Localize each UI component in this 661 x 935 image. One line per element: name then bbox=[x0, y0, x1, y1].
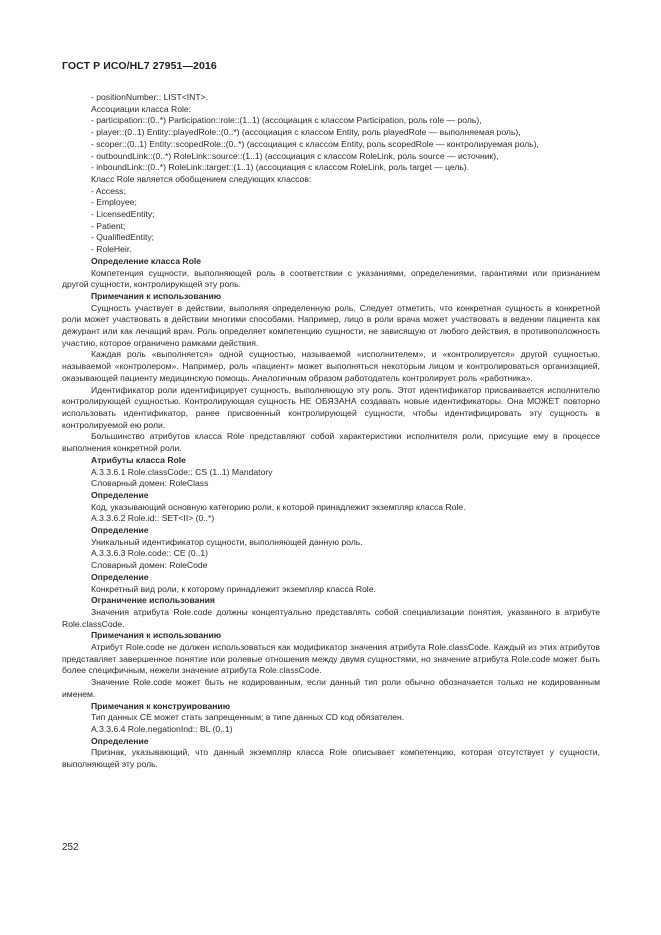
paragraph: Сущность участвует в действии, выполняя определенную роль. Следует отметить, что конкретная сущность в конкретной роли может участвовать в действии многими способами. Например, лицо в роли врача может участвовать в ведении пациента как дежурант или как лечащий врач. Роль определяет компетенцию сущности, не зависящую от любого действия, в противоположность участию, которое ограничено рамками действия. bbox=[62, 302, 600, 348]
document-header: ГОСТ Р ИСО/HL7 27951—2016 bbox=[62, 60, 217, 72]
paragraph: Признак, указывающий, что данный экземпляр класса Role описывает компетенцию, которая отсутствует у сущности, выполняющей эту роль. bbox=[62, 747, 600, 770]
section-heading: Определение класса Role bbox=[91, 255, 202, 266]
paragraph: A.3.3.6.4 Role.negationInd:: BL (0..1) bbox=[91, 723, 233, 734]
paragraph: Идентификатор роли идентифицирует сущность, выполняющую эту роль. Этот идентификатор присваивается исполнителю контролирующей сущностью. Контролирующая сущность НЕ ОБЯЗАНА создавать новые идентификаторы. Она МОЖЕТ повторно использовать идентификатор, ранее присвоенный контролирующей сущности, чтобы идентифицировать эту сущность в контролируемой ею роли. bbox=[62, 384, 600, 430]
paragraph: Ассоциации класса Role: bbox=[91, 103, 192, 114]
paragraph: - participation::(0..*) Participation::role::(1..1) (ассоциация с классом Participation, роль role — роль), bbox=[91, 115, 482, 126]
paragraph: - RoleHeir. bbox=[91, 244, 132, 255]
paragraph: A.3.3.6.1 Role.classCode:: CS (1..1) Mandatory bbox=[91, 466, 273, 477]
section-heading: Атрибуты класса Role bbox=[91, 454, 186, 465]
section-heading: Определение bbox=[91, 525, 149, 536]
section-heading: Ограничение использования bbox=[91, 595, 215, 606]
paragraph: - Access; bbox=[91, 185, 126, 196]
paragraph: Словарный домен: RoleCode bbox=[91, 560, 208, 571]
paragraph: Тип данных CE может стать запрещенным; в типе данных CD код обязателен. bbox=[91, 712, 405, 723]
paragraph: - scoper::(0..1) Entity::scopedRole::(0..*) (ассоциация с классом Entity, роль scopedRole — контролируемая роль), bbox=[91, 138, 539, 149]
paragraph: A.3.3.6.2 Role.id:: SET<II> (0..*) bbox=[91, 513, 215, 524]
paragraph: - positionNumber:: LIST<INT>. bbox=[91, 92, 209, 102]
paragraph: Значения атрибута Role.code должны концептуально представлять собой специализации понятия, указанного в атрибуте Role.classCode. bbox=[62, 606, 600, 629]
paragraph: Компетенция сущности, выполняющей роль в соответствии с указаниями, определениями, гарантиями или признанием другой сущности, контролирующей эту роль. bbox=[62, 267, 600, 290]
section-heading: Примечания к конструированию bbox=[91, 700, 231, 711]
paragraph: Атрибут Role.code не должен использоваться как модификатор значения атрибута Role.classCode. Каждый из этих атрибутов представляет завершенное понятие или ролевые отношения между двумя сущностями, но значение атрибута Role.code может быть более специфичным, нежели значение атрибута Role.classCode. bbox=[62, 642, 600, 676]
document-body bbox=[62, 92, 600, 771]
paragraph: - inboundLink::(0..*) RoleLink::target::(1..1) (ассоциация с классом RoleLink, роль target — цель). bbox=[91, 162, 470, 173]
section-heading: Определение bbox=[91, 489, 149, 500]
paragraph: - outboundLink::(0..*) RoleLink::source::(1..1) (ассоциация с классом RoleLink, роль source — источник), bbox=[91, 150, 499, 161]
paragraph: Значение Role.code может быть не кодированным, если данный тип роли обычно обозначается только не кодированным именем. bbox=[62, 677, 600, 699]
paragraph: Словарный домен: RoleClass bbox=[91, 478, 209, 489]
page-number: 252 bbox=[62, 842, 79, 853]
paragraph: Уникальный идентификатор сущности, выполняющей данную роль. bbox=[91, 536, 363, 547]
section-heading: Примечания к использованию bbox=[91, 630, 222, 641]
paragraph: - QualifiedEntity; bbox=[91, 232, 155, 243]
paragraph: - player::(0..1) Entity::playedRole::(0..*) (ассоциация с классом Entity, роль playedRole — выполняемая роль), bbox=[91, 127, 521, 138]
paragraph: Каждая роль «выполняется» одной сущностью, называемой «исполнителем», и «контролируется» другой сущностью, называемой «контролером». Например, роль «пациент» может выполняться некоторым лицом и контролироваться организацией, оказывающей пациенту медицинскую помощь. Аналогичным образом работодатель контролирует роль «работника». bbox=[62, 349, 600, 383]
paragraph: Класс Role является обобщением следующих классов: bbox=[91, 173, 312, 184]
paragraph: A.3.3.6.3 Role.code:: CE (0..1) bbox=[91, 548, 209, 559]
paragraph: - Employee; bbox=[91, 197, 137, 208]
paragraph: - Patient; bbox=[91, 220, 126, 231]
paragraph: Большинство атрибутов класса Role представляют собой характеристики исполнителя роли, присущие ему в процессе выполнения конкретной роли. bbox=[62, 431, 600, 454]
section-heading: Определение bbox=[91, 571, 149, 582]
section-heading: Примечания к использованию bbox=[91, 290, 222, 301]
paragraph: Конкретный вид роли, к которому принадлежит экземпляр класса Role. bbox=[91, 583, 376, 594]
paragraph: - LicensedEntity; bbox=[91, 209, 155, 220]
paragraph: Код, указывающий основную категорию роли, к которой принадлежит экземпляр класса Role. bbox=[91, 501, 466, 512]
section-heading: Определение bbox=[91, 735, 149, 746]
